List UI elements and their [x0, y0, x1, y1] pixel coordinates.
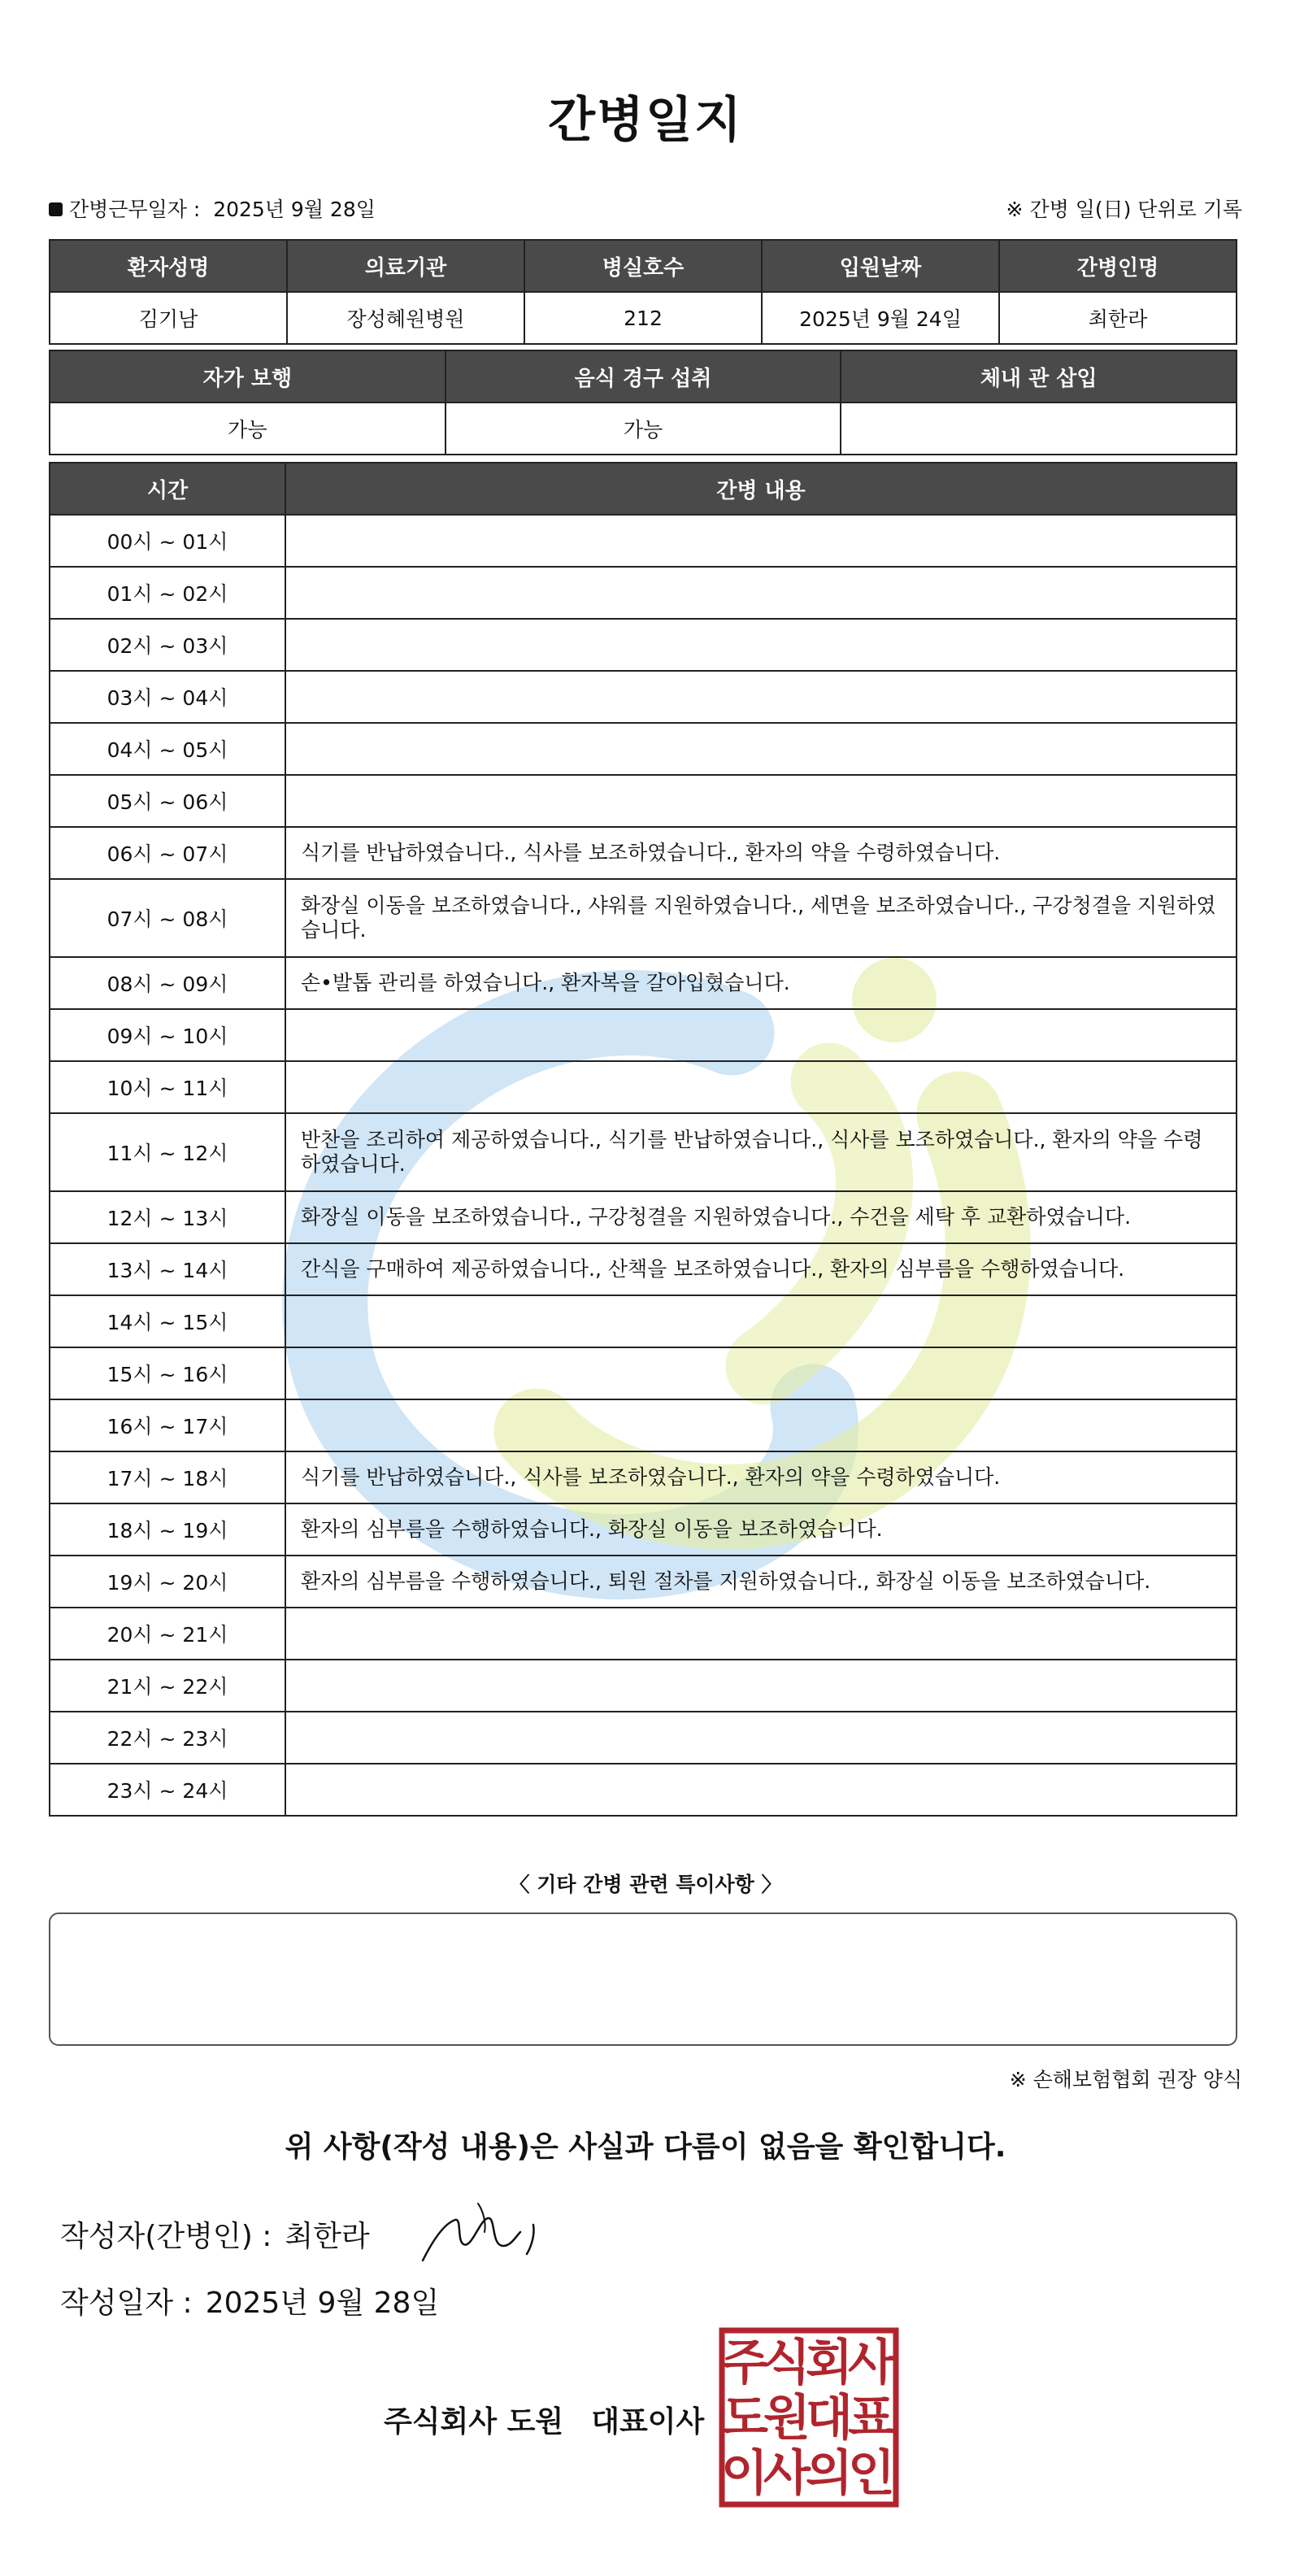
log-row — [50, 879, 1237, 957]
writer-line — [60, 2213, 370, 2255]
self-walking-value: 가능 — [50, 402, 446, 455]
log-content — [285, 1608, 1237, 1660]
log-time: 05시 ~ 06시 — [50, 775, 285, 827]
room-number: 212 — [524, 292, 762, 344]
patient-status-table — [49, 350, 1237, 455]
log-time: 06시 ~ 07시 — [50, 827, 285, 879]
log-time: 23시 ~ 24시 — [50, 1764, 285, 1816]
seal-char: 식 — [763, 2334, 811, 2391]
log-row — [50, 619, 1237, 671]
log-time: 19시 ~ 20시 — [50, 1556, 285, 1608]
hourly-care-log-table — [49, 462, 1237, 1817]
status-header-cell: 음식 경구 섭취 — [446, 350, 841, 402]
log-row — [50, 1556, 1237, 1608]
log-content — [285, 1764, 1237, 1816]
log-row — [50, 515, 1237, 567]
log-content — [285, 1295, 1237, 1347]
log-time: 16시 ~ 17시 — [50, 1399, 285, 1451]
log-content: 환자의 심부름을 수행하였습니다., 퇴원 절차를 지원하였습니다., 화장실 이동을 보조하였습니다. — [285, 1556, 1237, 1608]
log-time: 18시 ~ 19시 — [50, 1503, 285, 1556]
signature-mark — [406, 2195, 553, 2269]
company-signature — [384, 2399, 704, 2440]
log-time: 14시 ~ 15시 — [50, 1295, 285, 1347]
medical-institution: 장성혜원병원 — [287, 292, 524, 344]
log-content — [285, 515, 1237, 567]
log-row — [50, 1243, 1237, 1295]
log-time: 21시 ~ 22시 — [50, 1660, 285, 1712]
company-representative: 대표이사 — [591, 2405, 705, 2439]
log-row — [50, 1009, 1237, 1061]
work-date-value: 2025년 9월 28일 — [213, 198, 376, 221]
status-header-cell: 자가 보행 — [50, 350, 446, 402]
seal-char: 이 — [721, 2445, 768, 2502]
log-content: 반찬을 조리하여 제공하였습니다., 식기를 반납하였습니다., 식사를 보조하였습니다., 환자의 약을 수령하였습니다. — [285, 1113, 1237, 1191]
written-date-label: 작성일자 : — [60, 2287, 193, 2320]
patient-header-cell: 의료기관 — [287, 240, 524, 292]
log-time: 13시 ~ 14시 — [50, 1243, 285, 1295]
log-row — [50, 1347, 1237, 1399]
oral-intake-value: 가능 — [446, 402, 841, 455]
log-row — [50, 1451, 1237, 1503]
patient-info-table — [49, 239, 1237, 345]
log-time: 22시 ~ 23시 — [50, 1712, 285, 1764]
seal-char: 사 — [848, 2334, 895, 2391]
log-header-content: 간병 내용 — [285, 463, 1237, 515]
log-content — [285, 1712, 1237, 1764]
seal-char: 회 — [806, 2334, 853, 2391]
log-content: 손•발톱 관리를 하였습니다., 환자복을 갈아입혔습니다. — [285, 957, 1237, 1009]
patient-name: 김기남 — [50, 292, 287, 344]
log-row — [50, 1503, 1237, 1556]
log-body — [50, 515, 1237, 1816]
log-content: 간식을 구매하여 제공하였습니다., 산책을 보조하였습니다., 환자의 심부름을 수행하였습니다. — [285, 1243, 1237, 1295]
work-date — [49, 194, 376, 223]
log-row — [50, 1712, 1237, 1764]
log-time: 17시 ~ 18시 — [50, 1451, 285, 1503]
work-date-line — [49, 194, 1242, 226]
log-content: 식기를 반납하였습니다., 식사를 보조하였습니다., 환자의 약을 수령하였습니다. — [285, 827, 1237, 879]
log-row — [50, 671, 1237, 723]
log-time: 08시 ~ 09시 — [50, 957, 285, 1009]
patient-header-cell: 입원날짜 — [762, 240, 999, 292]
log-content: 환자의 심부름을 수행하였습니다., 화장실 이동을 보조하였습니다. — [285, 1503, 1237, 1556]
log-row — [50, 957, 1237, 1009]
notes-box — [49, 1912, 1237, 2046]
notes-title: 〈 기타 간병 관련 특이사항 〉 — [509, 1873, 782, 1896]
log-row — [50, 1295, 1237, 1347]
seal-char: 대 — [806, 2390, 853, 2447]
log-header-time: 시간 — [50, 463, 285, 515]
seal-char: 표 — [848, 2390, 895, 2447]
patient-header-cell: 간병인명 — [999, 240, 1237, 292]
patient-header-cell: 병실호수 — [524, 240, 762, 292]
log-row — [50, 827, 1237, 879]
log-content — [285, 1347, 1237, 1399]
log-content — [285, 1009, 1237, 1061]
square-bullet-icon — [49, 202, 63, 216]
log-row — [50, 567, 1237, 619]
patient-value-row — [50, 292, 1237, 344]
log-content: 식기를 반납하였습니다., 식사를 보조하였습니다., 환자의 약을 수령하였습니다. — [285, 1451, 1237, 1503]
log-time: 01시 ~ 02시 — [50, 567, 285, 619]
seal-char: 도 — [721, 2390, 768, 2447]
log-time: 11시 ~ 12시 — [50, 1113, 285, 1191]
log-content — [285, 1399, 1237, 1451]
log-time: 04시 ~ 05시 — [50, 723, 285, 775]
written-date-line — [60, 2280, 439, 2321]
log-time: 15시 ~ 16시 — [50, 1347, 285, 1399]
log-time: 03시 ~ 04시 — [50, 671, 285, 723]
log-content: 화장실 이동을 보조하였습니다., 샤워를 지원하였습니다., 세면을 보조하였습니다., 구강청결을 지원하였습니다. — [285, 879, 1237, 957]
log-content — [285, 775, 1237, 827]
admission-date: 2025년 9월 24일 — [762, 292, 999, 344]
seal-char: 의 — [806, 2445, 853, 2502]
seal-char: 주 — [721, 2334, 768, 2391]
log-time: 10시 ~ 11시 — [50, 1061, 285, 1113]
log-row — [50, 1113, 1237, 1191]
status-header-row — [50, 350, 1237, 402]
writer-label: 작성자(간병인) : — [60, 2220, 272, 2253]
log-row — [50, 723, 1237, 775]
writer-name: 최한라 — [285, 2220, 370, 2253]
written-date-value: 2025년 9월 28일 — [205, 2287, 440, 2320]
log-time: 09시 ~ 10시 — [50, 1009, 285, 1061]
seal-char: 사 — [763, 2445, 811, 2502]
tube-insertion-value — [841, 402, 1237, 455]
seal-char: 원 — [763, 2390, 811, 2447]
seal-char: 인 — [848, 2445, 895, 2502]
log-row — [50, 1764, 1237, 1816]
log-time: 12시 ~ 13시 — [50, 1191, 285, 1243]
log-content — [285, 567, 1237, 619]
log-content — [285, 1061, 1237, 1113]
work-date-label: 간병근무일자 : — [69, 198, 201, 221]
status-value-row — [50, 402, 1237, 455]
patient-header-cell: 환자성명 — [50, 240, 287, 292]
record-unit-note: ※ 간병 일(日) 단위로 기록 — [1006, 198, 1242, 221]
log-row — [50, 775, 1237, 827]
company-seal — [719, 2327, 899, 2508]
log-row — [50, 1660, 1237, 1712]
caregiver-name: 최한라 — [999, 292, 1237, 344]
status-header-cell: 체내 관 삽입 — [841, 350, 1237, 402]
log-time: 00시 ~ 01시 — [50, 515, 285, 567]
log-content — [285, 619, 1237, 671]
log-content: 화장실 이동을 보조하였습니다., 구강청결을 지원하였습니다., 수건을 세탁 후 교환하였습니다. — [285, 1191, 1237, 1243]
patient-header-row — [50, 240, 1237, 292]
log-row — [50, 1608, 1237, 1660]
document-title: 간병일지 — [548, 92, 743, 149]
recommendation-note: ※ 손해보험협회 권장 양식 — [1009, 2068, 1242, 2091]
log-time: 07시 ~ 08시 — [50, 879, 285, 957]
log-content — [285, 723, 1237, 775]
log-time: 20시 ~ 21시 — [50, 1608, 285, 1660]
log-row — [50, 1399, 1237, 1451]
log-content — [285, 1660, 1237, 1712]
log-header-row — [50, 463, 1237, 515]
confirmation-statement: 위 사항(작성 내용)은 사실과 다름이 없음을 확인합니다. — [285, 2130, 1006, 2164]
log-time: 02시 ~ 03시 — [50, 619, 285, 671]
log-content — [285, 671, 1237, 723]
company-name: 주식회사 도원 — [384, 2405, 564, 2439]
log-row — [50, 1191, 1237, 1243]
log-row — [50, 1061, 1237, 1113]
